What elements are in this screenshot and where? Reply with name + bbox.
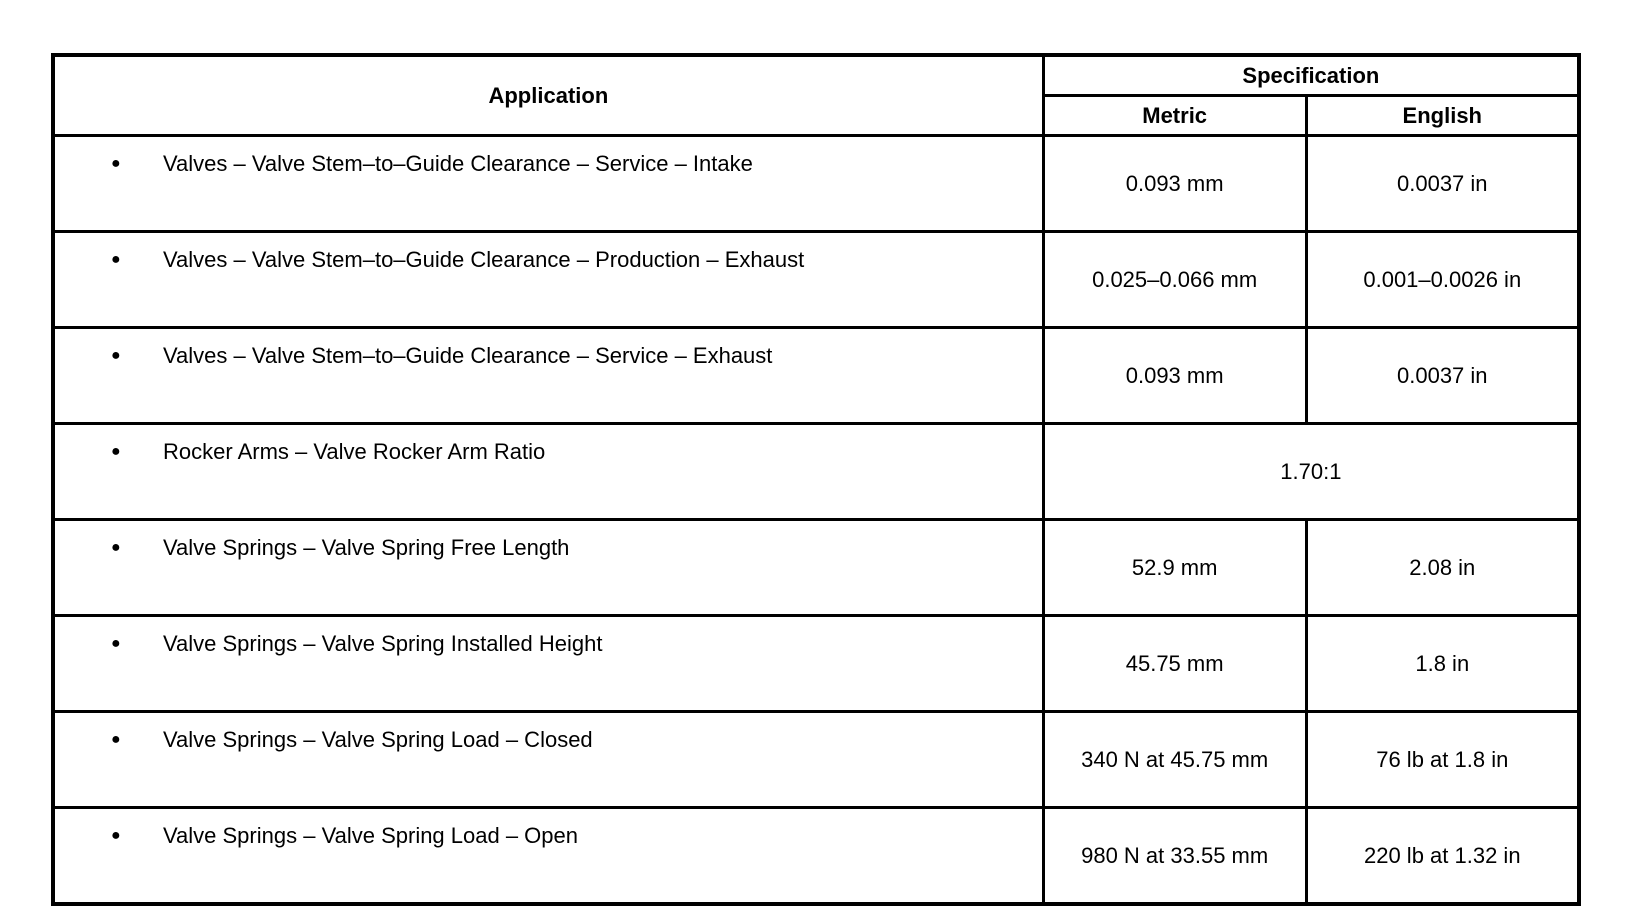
application-text: Valve Springs – Valve Spring Load – Closed (163, 727, 593, 752)
application-cell (53, 808, 1043, 905)
english-cell: 0.001–0.0026 in (1306, 232, 1579, 328)
table-row (53, 232, 1579, 328)
english-cell: 0.0037 in (1306, 136, 1579, 232)
table-row (53, 136, 1579, 232)
application-cell (53, 232, 1043, 328)
bullet-icon: ● (111, 347, 121, 364)
table-row (53, 712, 1579, 808)
application-text: Valves – Valve Stem–to–Guide Clearance – Service – Intake (163, 151, 753, 176)
english-header: English (1306, 96, 1579, 136)
application-text: Valve Springs – Valve Spring Installed Height (163, 631, 603, 656)
specification-header: Specification (1043, 55, 1579, 96)
table-row (53, 328, 1579, 424)
bullet-icon: ● (111, 827, 121, 844)
metric-cell: 45.75 mm (1043, 616, 1306, 712)
table-row (53, 616, 1579, 712)
application-cell (53, 616, 1043, 712)
application-cell (53, 712, 1043, 808)
application-cell (53, 328, 1043, 424)
metric-cell: 0.025–0.066 mm (1043, 232, 1306, 328)
bullet-icon: ● (111, 443, 121, 460)
application-text: Valve Springs – Valve Spring Load – Open (163, 823, 579, 848)
application-text: Valves – Valve Stem–to–Guide Clearance – Service – Exhaust (163, 343, 773, 368)
application-cell (53, 136, 1043, 232)
application-text: Valve Springs – Valve Spring Free Length (163, 535, 570, 560)
english-cell: 2.08 in (1306, 520, 1579, 616)
metric-cell: 0.093 mm (1043, 136, 1306, 232)
table-row (53, 808, 1579, 905)
english-cell: 0.0037 in (1306, 328, 1579, 424)
application-header: Application (53, 55, 1043, 136)
english-cell: 76 lb at 1.8 in (1306, 712, 1579, 808)
english-cell: 220 lb at 1.32 in (1306, 808, 1579, 905)
application-text: Rocker Arms – Valve Rocker Arm Ratio (163, 439, 546, 464)
bullet-icon: ● (111, 539, 121, 556)
bullet-icon: ● (111, 155, 121, 172)
metric-cell: 0.093 mm (1043, 328, 1306, 424)
application-text: Valves – Valve Stem–to–Guide Clearance – Production – Exhaust (163, 247, 805, 272)
application-cell (53, 424, 1043, 520)
header-row-top (53, 55, 1579, 96)
combined-spec-cell: 1.70:1 (1043, 424, 1579, 520)
application-cell (53, 520, 1043, 616)
bullet-icon: ● (111, 251, 121, 268)
english-cell: 1.8 in (1306, 616, 1579, 712)
metric-cell: 980 N at 33.55 mm (1043, 808, 1306, 905)
table-row (53, 520, 1579, 616)
metric-cell: 340 N at 45.75 mm (1043, 712, 1306, 808)
metric-header: Metric (1043, 96, 1306, 136)
table-row (53, 424, 1579, 520)
specification-table (51, 53, 1581, 906)
metric-cell: 52.9 mm (1043, 520, 1306, 616)
bullet-icon: ● (111, 731, 121, 748)
bullet-icon: ● (111, 635, 121, 652)
